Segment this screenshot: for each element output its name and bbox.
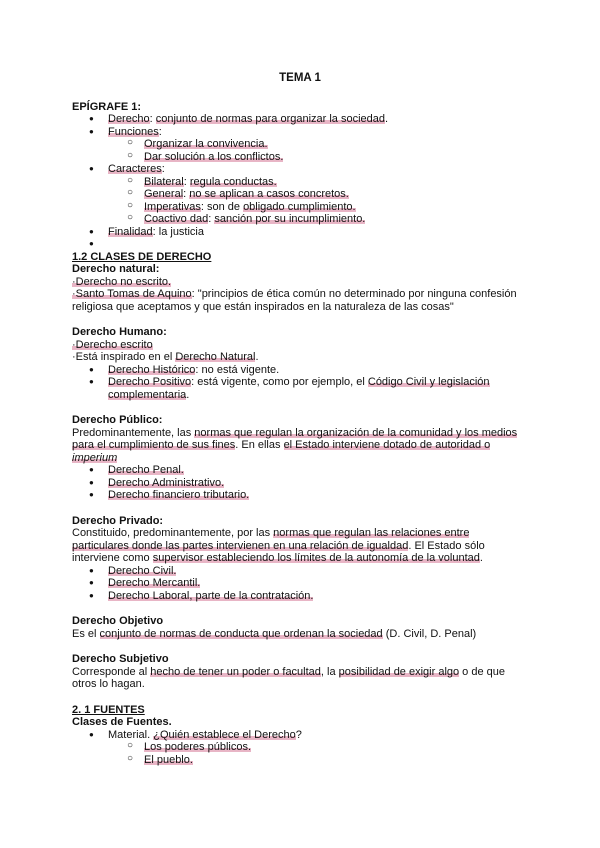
privado-heading: Derecho Privado:	[72, 514, 164, 527]
list-item: ● Derecho Administrativo.	[72, 477, 528, 490]
fuentes-heading: 2. 1 FUENTES	[72, 703, 145, 716]
page-title: TEMA 1	[279, 72, 321, 84]
fuentes-subheading: Clases de Fuentes.	[72, 716, 172, 728]
list-item: ○ Imperativas: son de obligado cumplimiento.	[72, 201, 528, 214]
humano-line-1: ·Derecho escrito	[72, 338, 153, 351]
empty-list-item	[72, 238, 528, 251]
spacer	[72, 401, 528, 414]
list-item: ● Derecho Laboral, parte de la contratación.	[72, 590, 528, 603]
list-item: ○ Coactivo dad: sanción por su incumplimiento.	[72, 213, 528, 226]
spacer	[72, 313, 528, 326]
publico-list	[72, 464, 528, 502]
natural-line-2: ·Santo Tomas de Aquino: "principios de ética común no determinado por ninguna confesión religiosa que aceptamos y que están inspirados en la naturaleza de las cosas"	[72, 288, 517, 313]
privado-paragraph: Constituido, predominantemente, por las normas que regulan las relaciones entre particulares donde las partes intervienen en una relación de igualdad. El Estado sólo interviene como supervisor estableciendo los límites de la autonomía de la voluntad.	[72, 527, 485, 564]
objetivo-paragraph: Es el conjunto de normas de conducta que ordenan la sociedad (D. Civil, D. Penal)	[72, 627, 477, 640]
humano-line-2: ·Está inspirado en el Derecho Natural.	[72, 351, 259, 363]
natural-heading: Derecho natural:	[72, 263, 160, 275]
list-item: ● Derecho Civil.	[72, 565, 528, 578]
fuentes-list	[72, 729, 528, 767]
clases-heading: 1.2 CLASES DE DERECHO	[72, 250, 212, 263]
list-item: ● Derecho Histórico: no está vigente.	[72, 364, 528, 377]
spacer	[72, 502, 528, 515]
list-item: ● Derecho Mercantil.	[72, 577, 528, 590]
list-item: ● Funciones:	[72, 126, 528, 139]
list-item: ● Caracteres:	[72, 163, 528, 176]
list-item: ● Finalidad: la justicia	[72, 226, 528, 239]
epigrafe-heading: EPÍGRAFE 1:	[72, 100, 142, 113]
list-item: ○ General: no se aplican a casos concretos.	[72, 188, 528, 201]
list-item: ○ Bilateral: regula conductas.	[72, 176, 528, 189]
subjetivo-paragraph: Corresponde al hecho de tener un poder o facultad, la posibilidad de exigir algo o de que otros lo hagan.	[72, 665, 505, 690]
humano-list	[72, 364, 528, 402]
list-item: ● Derecho Penal.	[72, 464, 528, 477]
epigrafe-list	[72, 113, 528, 251]
list-item: ● Material. ¿Quién establece el Derecho?	[72, 729, 528, 742]
natural-line-1: ·Derecho no escrito.	[72, 275, 172, 288]
list-item: ● Derecho financiero tributario.	[72, 489, 528, 502]
publico-paragraph: Predominantemente, las normas que regulan la organización de la comunidad y los medios para el cumplimiento de sus fines. En ellas el Estado interviene dotado de autoridad o imperium	[72, 426, 518, 464]
subjetivo-heading: Derecho Subjetivo	[72, 653, 169, 665]
privado-list	[72, 565, 528, 603]
objetivo-heading: Derecho Objetivo	[72, 615, 164, 627]
list-item: ● Derecho: conjunto de normas para organizar la sociedad.	[72, 113, 528, 126]
publico-heading: Derecho Público:	[72, 414, 163, 426]
list-item: ○ Los poderes públicos.	[72, 741, 528, 754]
spacer	[72, 640, 528, 653]
list-item: ○ Dar solución a los conflictos.	[72, 151, 528, 164]
list-item: ○ Organizar la convivencia.	[72, 138, 528, 151]
list-item: ○ El pueblo.	[72, 754, 528, 767]
spacer	[72, 691, 528, 704]
list-item: ● Derecho Positivo: está vigente, como por ejemplo, el Código Civil y legislación complementaria.	[72, 376, 528, 401]
spacer	[72, 602, 528, 615]
humano-heading: Derecho Humano:	[72, 326, 167, 338]
